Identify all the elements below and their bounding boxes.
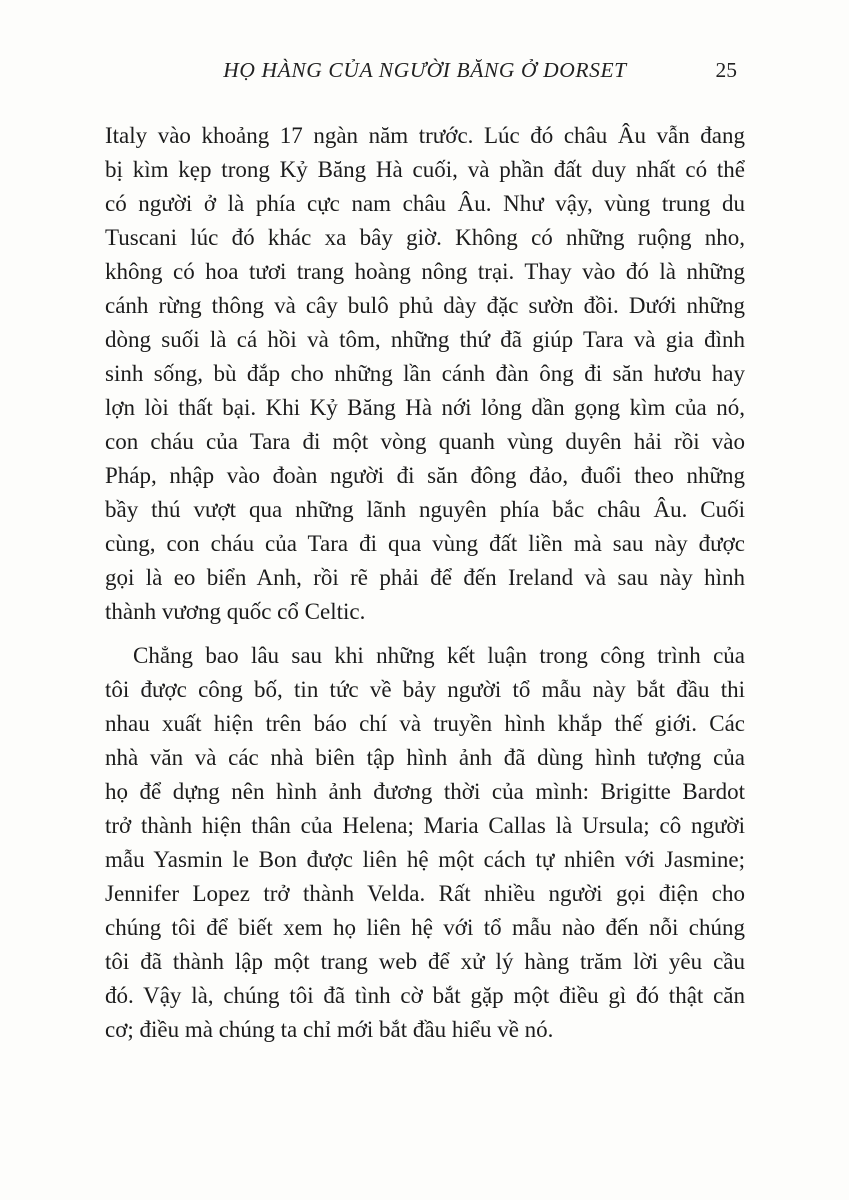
text-line: trở thành hiện thân của Helena; Maria Callas là Ursula; cô người: [105, 813, 745, 838]
text-line: không có hoa tươi trang hoàng nông trại. Thay vào đó là những: [105, 259, 745, 284]
text-line: cánh rừng thông và cây bulô phủ dày đặc sườn đồi. Dưới những: [105, 293, 745, 318]
text-line: thành vương quốc cổ Celtic.: [105, 599, 366, 624]
text-line: nhà văn và các nhà biên tập hình ảnh đã dùng hình tượng của: [105, 745, 745, 770]
text-line: chúng tôi để biết xem họ liên hệ với tổ mẫu nào đến nỗi chúng: [105, 915, 745, 940]
paragraph: [105, 119, 745, 629]
running-title: HỌ HÀNG CỦA NGƯỜI BĂNG Ở DORSET: [223, 58, 627, 82]
text-line: tôi đã thành lập một trang web để xử lý hàng trăm lời yêu cầu: [105, 949, 745, 974]
text-line: Italy vào khoảng 17 ngàn năm trước. Lúc đó châu Âu vẫn đang: [105, 123, 745, 148]
text-line: Chẳng bao lâu sau khi những kết luận trong công trình của: [133, 643, 745, 668]
text-line: tôi được công bố, tin tức về bảy người tổ mẫu này bắt đầu thi: [105, 677, 745, 702]
text-line: bầy thú vượt qua những lãnh nguyên phía bắc châu Âu. Cuối: [105, 497, 745, 522]
page-number: 25: [715, 58, 737, 82]
text-block: [105, 119, 745, 1047]
text-line: có người ở là phía cực nam châu Âu. Như vậy, vùng trung du: [105, 191, 745, 216]
text-line: nhau xuất hiện trên báo chí và truyền hình khắp thế giới. Các: [105, 711, 745, 736]
text-line: Pháp, nhập vào đoàn người đi săn đông đảo, đuổi theo những: [105, 463, 745, 488]
text-line: cơ; điều mà chúng ta chỉ mới bắt đầu hiểu về nó.: [105, 1017, 554, 1042]
text-line: họ để dựng nên hình ảnh đương thời của mình: Brigitte Bardot: [105, 779, 745, 804]
paragraph: [105, 639, 745, 1047]
text-line: sinh sống, bù đắp cho những lần cánh đàn ông đi săn hươu hay: [105, 361, 745, 386]
text-line: gọi là eo biển Anh, rồi rẽ phải để đến Ireland và sau này hình: [105, 565, 745, 590]
text-line: Jennifer Lopez trở thành Velda. Rất nhiều người gọi điện cho: [105, 881, 745, 906]
text-line: cùng, con cháu của Tara đi qua vùng đất liền mà sau này được: [105, 531, 745, 556]
text-line: bị kìm kẹp trong Kỷ Băng Hà cuối, và phần đất duy nhất có thể: [105, 157, 745, 182]
text-line: đó. Vậy là, chúng tôi đã tình cờ bắt gặp một điều gì đó thật căn: [105, 983, 745, 1008]
text-line: mẫu Yasmin le Bon được liên hệ một cách tự nhiên với Jasmine;: [105, 847, 745, 872]
text-line: con cháu của Tara đi một vòng quanh vùng duyên hải rồi vào: [105, 429, 745, 454]
text-line: dòng suối là cá hồi và tôm, những thứ đã giúp Tara và gia đình: [105, 327, 745, 352]
text-line: Tuscani lúc đó khác xa bây giờ. Không có những ruộng nho,: [105, 225, 745, 250]
running-head: [105, 58, 745, 88]
text-line: lợn lòi thất bại. Khi Kỷ Băng Hà nới lỏng dần gọng kìm của nó,: [105, 395, 745, 420]
